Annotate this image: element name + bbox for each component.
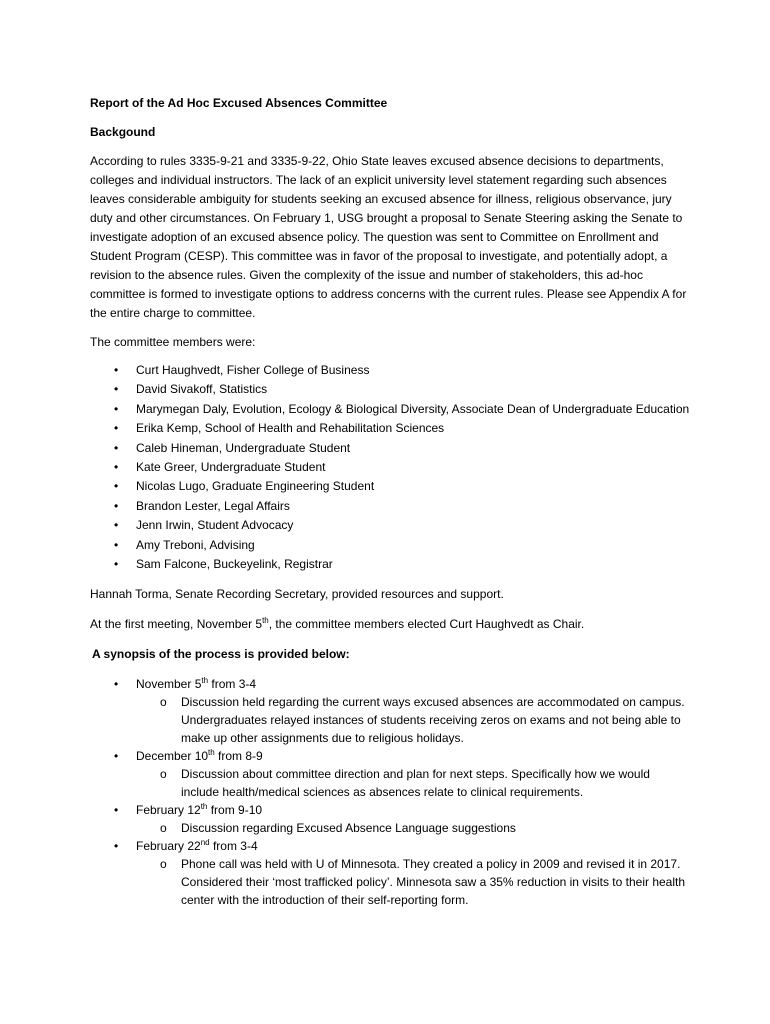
meeting-time: from 8-9 — [214, 749, 263, 764]
bullet-icon: • — [114, 518, 119, 533]
circle-bullet-icon: o — [160, 695, 167, 710]
member-name: Brandon Lester, Legal Affairs — [136, 498, 290, 513]
bullet-icon: • — [114, 537, 119, 552]
member-name: David Sivakoff, Statistics — [136, 382, 268, 397]
member-name: Marymegan Daly, Evolution, Ecology & Biological Diversity, Associate Dean of Undergraduate Education — [136, 401, 690, 416]
list-item — [136, 693, 690, 747]
member-name: Jenn Irwin, Student Advocacy — [136, 518, 294, 533]
list-item — [90, 439, 690, 458]
first-meeting-text-end: , the committee members elected Curt Haughvedt as Chair. — [268, 617, 585, 632]
list-item — [90, 555, 690, 574]
support-paragraph: Hannah Torma, Senate Recording Secretary, provided resources and support. — [90, 587, 504, 602]
list-item — [90, 801, 690, 837]
bullet-icon: • — [114, 401, 119, 416]
meeting-date: February 12 — [136, 803, 201, 818]
members-intro: The committee members were: — [90, 335, 256, 349]
meeting-date: February 22 — [136, 839, 201, 854]
meeting-date: November 5 — [136, 677, 202, 692]
list-item — [136, 765, 690, 801]
bullet-icon: • — [114, 421, 119, 436]
list-item — [90, 400, 690, 419]
bullet-icon: • — [114, 363, 119, 377]
list-item — [90, 458, 690, 477]
bullet-icon: • — [114, 498, 119, 513]
meeting-note: Phone call was held with U of Minnesota. They created a policy in 2009 and revised it in 2017. Considered their ‘most trafficked policy’. Minnesota saw a 35% reduction in visits to their health center with the introduction of their self-reporting form. — [181, 857, 686, 908]
meeting-notes — [136, 693, 690, 747]
bullet-icon: • — [114, 803, 119, 818]
process-list — [90, 675, 690, 909]
list-item — [90, 747, 690, 801]
member-name: Amy Treboni, Advising — [136, 537, 255, 552]
list-item — [90, 516, 690, 535]
list-item — [90, 361, 690, 380]
meeting-date: December 10 — [136, 749, 209, 764]
member-name: Curt Haughvedt, Fisher College of Business — [136, 363, 370, 377]
list-item — [90, 675, 690, 747]
meeting-note: Discussion held regarding the current ways excused absences are accommodated on campus. Undergraduates relayed instances of students receiving zeros on exams and not being able to make up other assignments due to religious holidays. — [181, 695, 685, 746]
bullet-icon: • — [114, 677, 119, 692]
bullet-icon: • — [114, 749, 119, 764]
ordinal-suffix: th — [262, 616, 269, 626]
member-name: Caleb Hineman, Undergraduate Student — [136, 440, 351, 455]
list-item — [90, 477, 690, 496]
meeting-note: Discussion regarding Excused Absence Language suggestions — [181, 821, 516, 836]
list-item — [90, 536, 690, 555]
meeting-notes — [136, 765, 690, 801]
circle-bullet-icon: o — [160, 857, 167, 872]
meeting-notes — [136, 855, 690, 909]
ordinal-suffix: nd — [200, 838, 210, 848]
ordinal-suffix: th — [208, 748, 215, 758]
meeting-time: from 9-10 — [207, 803, 263, 818]
member-name: Kate Greer, Undergraduate Student — [136, 460, 326, 475]
circle-bullet-icon: o — [160, 767, 167, 782]
report-title: Report of the Ad Hoc Excused Absences Committee — [90, 96, 388, 110]
document-body — [90, 94, 690, 909]
member-name: Nicolas Lugo, Graduate Engineering Student — [136, 479, 375, 494]
background-heading: Backgound — [90, 125, 156, 139]
background-paragraph: According to rules 3335-9-21 and 3335-9-22, Ohio State leaves excused absence decisions to departments, colleges and individual instructors. The lack of an explicit university level statement regarding such absences leaves considerable ambiguity for students seeking an excused absence for illness, religious observance, jury duty and other circumstances. On February 1, USG brought a proposal to Senate Steering asking the Senate to investigate adoption of an excused absence policy. The question was sent to Committee on Enrollment and Student Program (CESP). This committee was in favor of the proposal to investigate, and potentially adopt, a revision to the absence rules. Given the complexity of the issue and number of stakeholders, this ad-hoc committee is formed to investigate options to address concerns with the current rules. Please see Appendix A for the entire charge to committee. — [90, 154, 687, 320]
bullet-icon: • — [114, 460, 119, 475]
meeting-notes — [136, 819, 690, 837]
synopsis-heading: A synopsis of the process is provided below: — [92, 647, 350, 662]
ordinal-suffix: th — [201, 676, 209, 686]
bullet-icon: • — [114, 440, 119, 455]
list-item — [90, 497, 690, 516]
member-name: Sam Falcone, Buckeyelink, Registrar — [136, 557, 333, 572]
committee-members-list — [90, 361, 690, 574]
ordinal-suffix: th — [200, 802, 208, 812]
list-item — [90, 837, 690, 909]
circle-bullet-icon: o — [160, 821, 167, 836]
meeting-time: from 3-4 — [208, 677, 257, 692]
meeting-note: Discussion about committee direction and plan for next steps. Specifically how we would include health/medical sciences as absences relate to clinical requirements. — [181, 767, 650, 800]
first-meeting-text: At the first meeting, November 5 — [90, 617, 263, 632]
bullet-icon: • — [114, 557, 119, 572]
bullet-icon: • — [114, 382, 119, 397]
first-meeting-paragraph — [90, 615, 690, 634]
bullet-icon: • — [114, 479, 119, 494]
member-name: Erika Kemp, School of Health and Rehabilitation Sciences — [136, 421, 445, 436]
bullet-icon: • — [114, 839, 119, 854]
list-item — [90, 380, 690, 399]
list-item — [90, 419, 690, 438]
meeting-time: from 3-4 — [209, 839, 258, 854]
list-item — [136, 819, 690, 837]
list-item — [136, 855, 690, 909]
